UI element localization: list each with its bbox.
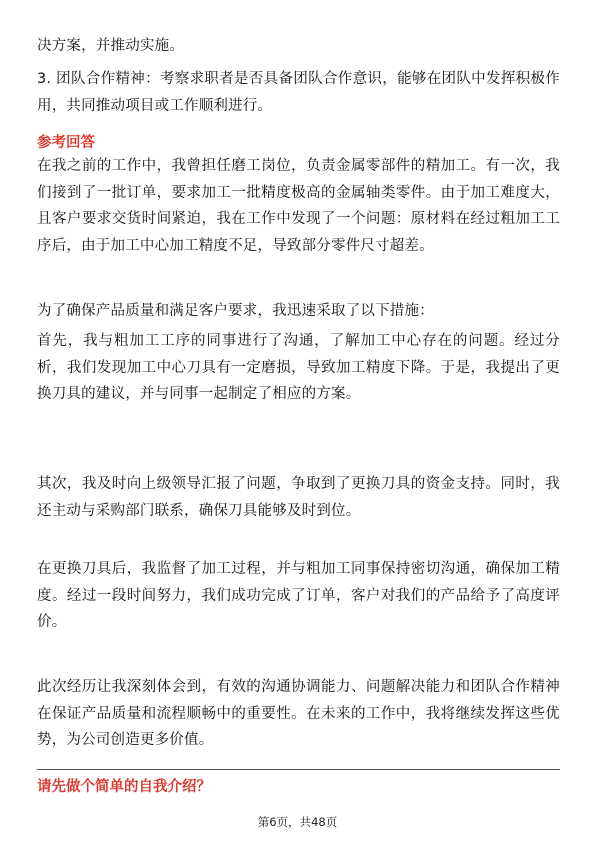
page-footer: 第6页，共48页 (257, 815, 338, 829)
criteria-item-teamwork: 3. 团队合作精神：考察求职者是否具备团队合作意识，能够在团队中发挥积极作用，共同推动项目或工作顺利进行。 (37, 71, 560, 114)
answer-paragraph-5: 在更换刀具后，我监督了加工过程，并与粗加工同事保持密切沟通，确保加工精度。经过一段时间努力，我们成功完成了订单，客户对我们的产品给予了高度评价。 (37, 561, 560, 630)
answer-paragraph-4: 其次，我及时向上级领导汇报了问题，争取到了更换刀具的资金支持。同时，我还主动与采购部门联系，确保刀具能够及时到位。 (37, 476, 560, 519)
next-question-heading: 请先做个简单的自我介绍？ (37, 779, 211, 795)
answer-paragraph-1: 在我之前的工作中，我曾担任磨工岗位，负责金属零部件的精加工。有一次，我们接到了一批订单，要求加工一批精度极高的金属轴类零件。由于加工难度大，且客户要求交货时间紧迫，我在工作中发现了一个问题：原材料在经过粗加工工序后，由于加工中心加工精度不足，导致部分零件尺寸超差。 (37, 158, 560, 254)
reference-answer-heading: 参考回答 (37, 135, 95, 151)
section-divider (37, 769, 560, 770)
prev-paragraph-tail: 决方案，并推动实施。 (37, 38, 184, 54)
answer-paragraph-2: 为了确保产品质量和满足客户要求，我迅速采取了以下措施： (37, 303, 434, 319)
answer-paragraph-3: 首先，我与粗加工工序的同事进行了沟通，了解加工中心存在的问题。经过分析，我们发现加工中心刀具有一定磨损，导致加工精度下降。于是，我提出了更换刀具的建议，并与同事一起制定了相应的方案。 (37, 333, 560, 402)
answer-paragraph-6: 此次经历让我深刻体会到，有效的沟通协调能力、问题解决能力和团队合作精神在保证产品质量和流程顺畅中的重要性。在未来的工作中，我将继续发挥这些优势，为公司创造更多价值。 (37, 679, 560, 748)
